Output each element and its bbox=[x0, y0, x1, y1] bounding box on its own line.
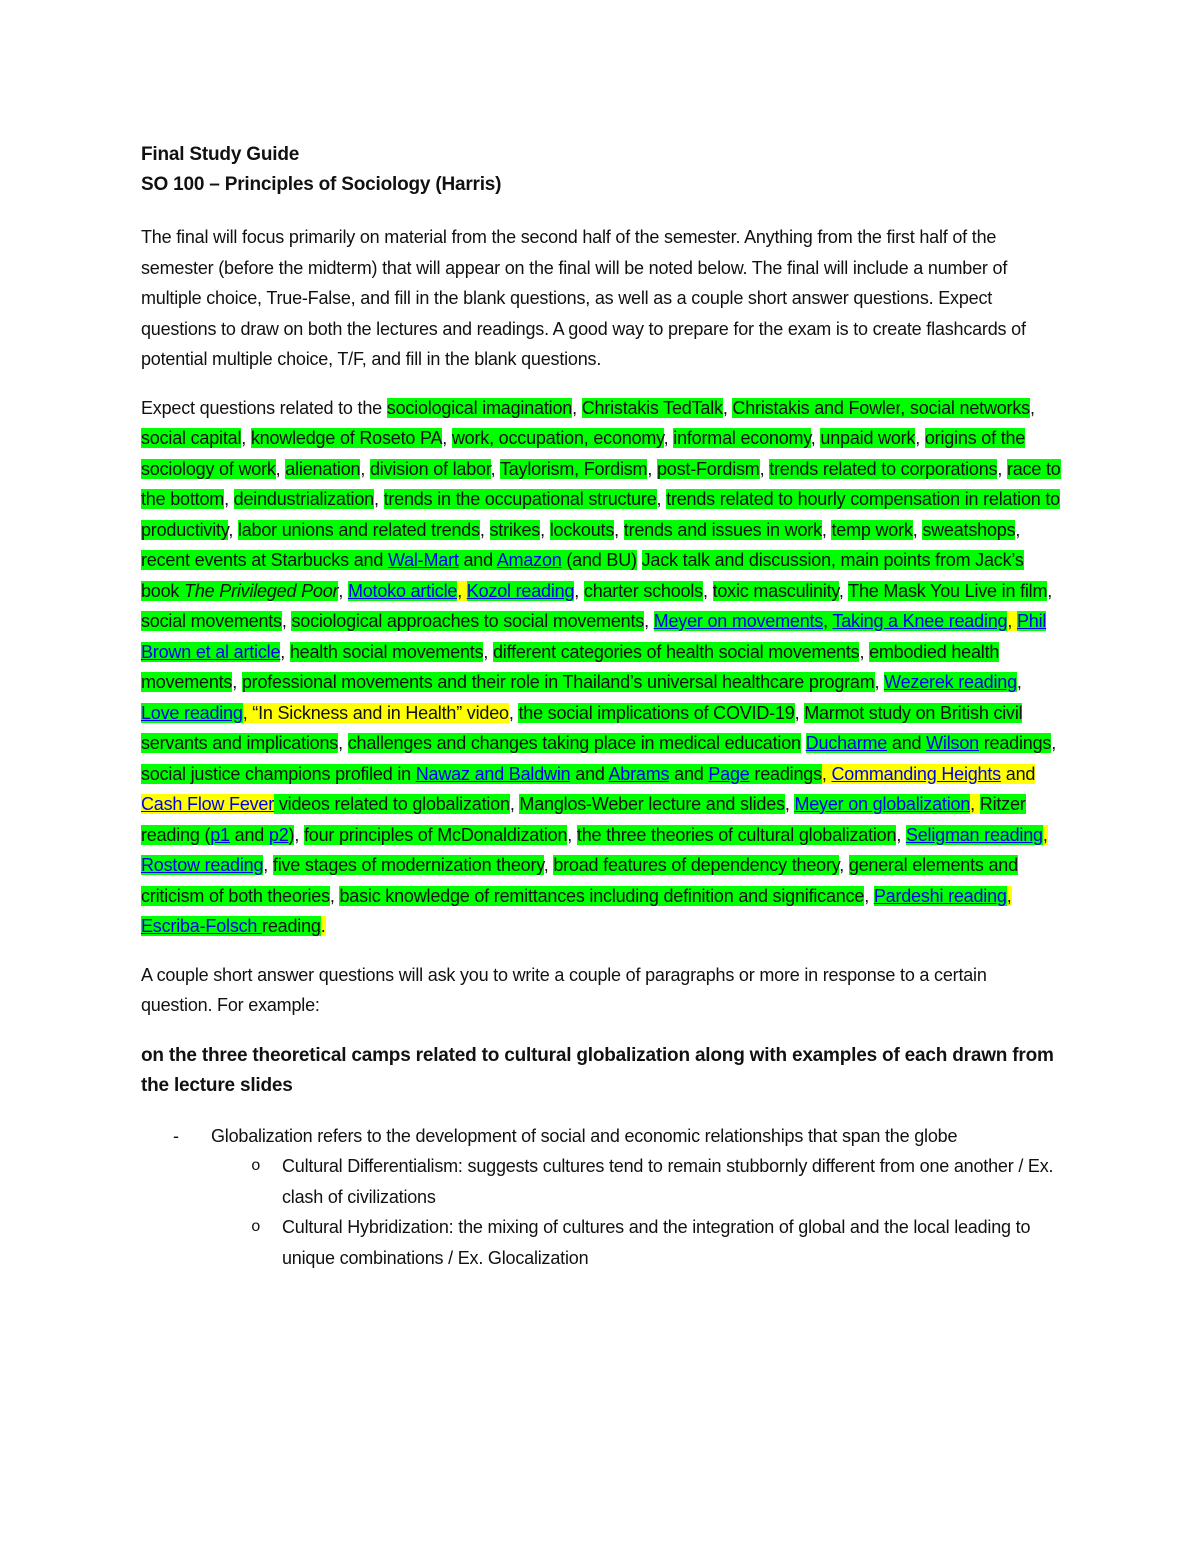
topic-segment: social justice champions profiled in bbox=[141, 763, 416, 784]
topic-segment: professional movements and their role in Thailand’s universal healthcare program bbox=[241, 672, 875, 692]
topic-segment: charter schools bbox=[583, 580, 703, 601]
reading-link[interactable]: Meyer on movements bbox=[653, 611, 824, 631]
reading-link[interactable]: Abrams bbox=[608, 763, 670, 784]
dash-bullet: - bbox=[173, 1125, 179, 1146]
topic-segment: Marmot study on British civil servants and implications bbox=[141, 702, 1023, 753]
topic-segment: , bbox=[859, 641, 870, 662]
example-question: on the three theoretical camps related to cultural globalization along with examples of each drawn from the lecture slides bbox=[141, 1044, 1054, 1096]
topic-segment: Taylorism, Fordism bbox=[499, 458, 648, 479]
topic-segment: unpaid work bbox=[820, 428, 916, 448]
topic-segment: , bbox=[874, 672, 885, 692]
topic-segment: , bbox=[508, 702, 519, 723]
topic-segment: , bbox=[483, 641, 493, 662]
topic-segment: , bbox=[644, 611, 654, 631]
topic-segment: , bbox=[821, 763, 832, 784]
list-item bbox=[141, 1151, 1061, 1212]
topic-segment: deindustrialization bbox=[233, 489, 374, 509]
topic-segment: , bbox=[839, 855, 849, 875]
topic-segment: , bbox=[543, 855, 554, 875]
document-title: Final Study Guide bbox=[141, 144, 300, 165]
reading-link[interactable]: Rostow reading bbox=[141, 855, 264, 875]
topic-segment: readings bbox=[749, 763, 822, 784]
course-title: SO 100 – Principles of Sociology (Harris) bbox=[141, 174, 502, 195]
topic-segment: general elements and criticism of both theories bbox=[141, 855, 1018, 906]
reading-link[interactable]: Meyer on globalization bbox=[794, 794, 971, 814]
document-page bbox=[141, 140, 1061, 1273]
bullet-text: Cultural Differentialism: suggests cultures tend to remain stubbornly different from one another / Ex. clash of civilizations bbox=[282, 1156, 1054, 1207]
topic-segment: The Mask You Live in film bbox=[848, 580, 1048, 601]
topic-segment: , bbox=[228, 519, 238, 540]
topic-segment: , bbox=[915, 428, 925, 448]
topic-segment: , bbox=[900, 397, 910, 418]
reading-link[interactable]: Amazon bbox=[496, 550, 562, 570]
topic-segment: , bbox=[810, 428, 821, 448]
topic-segment: , bbox=[338, 580, 348, 601]
topic-segment: , bbox=[838, 580, 849, 601]
topic-segment: four principles of McDonaldization bbox=[303, 824, 568, 845]
topic-segment: , bbox=[479, 519, 490, 540]
topic-segment: , bbox=[224, 489, 234, 509]
topic-segment: , bbox=[784, 794, 795, 814]
topic-segment: , bbox=[759, 458, 770, 479]
topic-segment: , bbox=[970, 794, 980, 814]
bullet-text: Cultural Hybridization: the mixing of cultures and the integration of global and the local leading to unique combinations / Ex. Glocalization bbox=[282, 1217, 1031, 1268]
reading-link[interactable]: Taking a Knee reading bbox=[832, 611, 1008, 631]
topic-segment: , bbox=[1047, 580, 1053, 601]
topic-segment: , bbox=[263, 855, 273, 875]
topic-segment: , bbox=[338, 733, 348, 753]
topic-segment: . bbox=[320, 916, 326, 936]
topic-segment: sweatshops bbox=[922, 519, 1016, 540]
reading-link[interactable]: Wal-Mart bbox=[387, 550, 459, 570]
topic-segment: , bbox=[294, 824, 304, 845]
intro-paragraph: The final will focus primarily on material from the second half of the semester. Anything from the first half of the semester (before the midterm) that will appear on the final will be noted below. The final will include a number of multiple choice, True-False, and fill in the blank questions, as well as a couple short answer questions. Expect questions to draw on both the lectures and readings. A good way to prepare for the exam is to create flashcards of potential multiple choice, T/F, and fill in the blank questions. bbox=[141, 227, 1026, 369]
reading-link[interactable]: Pardeshi reading bbox=[873, 885, 1007, 906]
topic-segment: , bbox=[572, 397, 582, 418]
topic-segment: broad features of dependency theory bbox=[553, 855, 840, 875]
reading-link[interactable]: Wilson bbox=[926, 733, 979, 753]
topic-segment: , bbox=[997, 458, 1007, 479]
topic-segment: trends related to hourly compensation in relation to productivity bbox=[141, 489, 1060, 540]
topic-segment: , bbox=[457, 580, 467, 601]
topic-segment: health social movements bbox=[289, 641, 484, 662]
short-answer-paragraph: A couple short answer questions will ask you to write a couple of paragraphs or more in response to a certain question. For example: bbox=[141, 964, 987, 1015]
topic-segment: and bbox=[458, 550, 497, 570]
topics-paragraph bbox=[141, 393, 1061, 942]
topic-segment: , bbox=[567, 824, 577, 845]
topic-segment: ) bbox=[288, 824, 295, 845]
topic-segment: readings bbox=[978, 733, 1052, 753]
topic-segment: , bbox=[242, 702, 253, 723]
topic-segment: and bbox=[669, 763, 709, 784]
topic-segment: recent events at Starbucks and bbox=[141, 550, 388, 570]
topic-segment: , bbox=[614, 519, 624, 540]
topic-segment: trends related to corporations bbox=[769, 458, 998, 479]
topic-segment: , bbox=[373, 489, 384, 509]
reading-link[interactable]: Love reading bbox=[141, 702, 243, 723]
reading-link[interactable]: Ducharme bbox=[805, 733, 888, 753]
topic-segment: embodied health movements bbox=[141, 641, 1000, 692]
topic-segment: the social implications of COVID-19 bbox=[518, 702, 795, 723]
topic-segment: and bbox=[229, 824, 269, 845]
reading-link[interactable]: Phil Brown et al article bbox=[141, 611, 1047, 662]
topic-segment: , bbox=[1007, 611, 1017, 631]
topic-segment: post-Fordism bbox=[656, 458, 760, 479]
answer-outline bbox=[141, 1121, 1061, 1274]
topic-segment: basic knowledge of remittances including definition and significance bbox=[339, 885, 865, 906]
topic-segment: , bbox=[1006, 885, 1012, 906]
topic-segment: Manglos-Weber lecture and slides bbox=[519, 794, 785, 814]
topic-segment: different categories of health social movements bbox=[492, 641, 860, 662]
topic-segment: lockouts bbox=[549, 519, 615, 540]
topic-segment: , bbox=[823, 611, 833, 631]
topic-segment: challenges and changes taking place in medical education bbox=[347, 733, 801, 753]
topic-segment: , bbox=[821, 519, 832, 540]
topic-segment: alienation bbox=[285, 458, 361, 479]
topic-segment: and bbox=[887, 733, 927, 753]
topic-segment: social networks bbox=[909, 397, 1030, 418]
topic-segment: social capital bbox=[141, 428, 242, 448]
topic-segment: Christakis TedTalk bbox=[581, 397, 723, 418]
reading-link[interactable]: Seligman reading bbox=[905, 824, 1043, 845]
topic-segment: , bbox=[1051, 733, 1057, 753]
topic-segment: (and BU) bbox=[561, 550, 637, 570]
topic-segment: race to the bottom bbox=[141, 458, 1061, 509]
topic-segment: work, occupation, economy bbox=[451, 428, 664, 448]
topic-segment: and bbox=[1000, 763, 1036, 784]
topic-segment: , bbox=[275, 458, 286, 479]
topic-segment: , bbox=[1029, 397, 1035, 418]
topics-lead: Expect questions related to the bbox=[141, 397, 387, 418]
topic-segment: , bbox=[656, 489, 667, 509]
circle-bullet: o bbox=[251, 1157, 261, 1175]
topic-segment: , bbox=[912, 519, 923, 540]
topic-segment: , bbox=[490, 458, 500, 479]
topic-segment: , bbox=[574, 580, 584, 601]
topic-segment: , bbox=[702, 580, 713, 601]
reading-link[interactable]: Escriba-Folsch bbox=[141, 916, 263, 936]
topic-segment: strikes bbox=[489, 519, 541, 540]
topic-segment: division of labor bbox=[369, 458, 491, 479]
topic-segment: , bbox=[540, 519, 550, 540]
topic-segment: toxic masculinity bbox=[712, 580, 839, 601]
topic-segment: , bbox=[1016, 672, 1022, 692]
reading-link[interactable]: Motoko article bbox=[347, 580, 458, 601]
topic-segment: trends and issues in work bbox=[623, 519, 822, 540]
topic-segment: , bbox=[647, 458, 657, 479]
topic-segment: , bbox=[663, 428, 674, 448]
topic-segment: Ritzer reading ( bbox=[141, 794, 1026, 845]
topic-segment: origins of the sociology of work bbox=[141, 428, 1026, 479]
reading-link[interactable]: p2 bbox=[268, 824, 289, 845]
topic-segment: informal economy bbox=[673, 428, 811, 448]
list-item bbox=[141, 1121, 1061, 1152]
reading-link[interactable]: Wezerek reading bbox=[884, 672, 1017, 692]
topic-segment: , bbox=[442, 428, 452, 448]
topic-segment: reading bbox=[262, 916, 321, 936]
topic-segment: , bbox=[1042, 824, 1048, 845]
topic-segment: The Privileged Poor bbox=[184, 580, 339, 601]
reading-link[interactable]: Kozol reading bbox=[466, 580, 575, 601]
topic-segment: , bbox=[232, 672, 242, 692]
topic-segment: , bbox=[329, 885, 340, 906]
reading-link[interactable]: Commanding Heights bbox=[831, 763, 1001, 784]
topic-segment: sociological imagination bbox=[386, 397, 573, 418]
topic-segment: , bbox=[896, 824, 906, 845]
topic-segment: , bbox=[360, 458, 370, 479]
topic-segment: sociological approaches to social movements bbox=[291, 611, 645, 631]
topic-segment: Christakis and Fowler bbox=[732, 397, 901, 418]
topic-segment: , bbox=[280, 641, 290, 662]
topic-segment bbox=[801, 733, 806, 753]
circle-bullet: o bbox=[251, 1218, 261, 1236]
list-item bbox=[141, 1212, 1061, 1273]
topic-segment: , bbox=[281, 611, 292, 631]
reading-link[interactable]: Page bbox=[708, 763, 750, 784]
topic-segment: and bbox=[570, 763, 609, 784]
topic-segment: , bbox=[509, 794, 520, 814]
reading-link[interactable]: p1 bbox=[210, 824, 230, 845]
bullet-text: Globalization refers to the development of social and economic relationships that span the globe bbox=[211, 1125, 958, 1146]
reading-link[interactable]: Cash Flow Fever bbox=[141, 794, 275, 814]
topic-segment bbox=[637, 550, 642, 570]
topic-segment: videos related to globalization bbox=[274, 794, 510, 814]
topic-segment: , bbox=[241, 428, 251, 448]
reading-link[interactable]: Nawaz and Baldwin bbox=[415, 763, 571, 784]
topic-segment: labor unions and related trends bbox=[237, 519, 480, 540]
topic-segment: knowledge of Roseto PA bbox=[250, 428, 443, 448]
topic-segment: the three theories of cultural globalization bbox=[576, 824, 897, 845]
topic-segment: “In Sickness and in Health” video bbox=[252, 702, 509, 723]
topic-segment: Jack talk and discussion, main points from Jack’s book bbox=[141, 550, 1024, 601]
topic-segment: , bbox=[722, 397, 733, 418]
topic-segment: , bbox=[1015, 519, 1021, 540]
topics-list bbox=[141, 398, 1061, 937]
topic-segment: trends in the occupational structure bbox=[383, 489, 657, 509]
topic-segment: , bbox=[864, 885, 874, 906]
topic-segment: social movements bbox=[141, 611, 282, 631]
topic-segment: five stages of modernization theory bbox=[272, 855, 544, 875]
topic-segment: , bbox=[794, 702, 805, 723]
topic-segment: temp work bbox=[831, 519, 913, 540]
